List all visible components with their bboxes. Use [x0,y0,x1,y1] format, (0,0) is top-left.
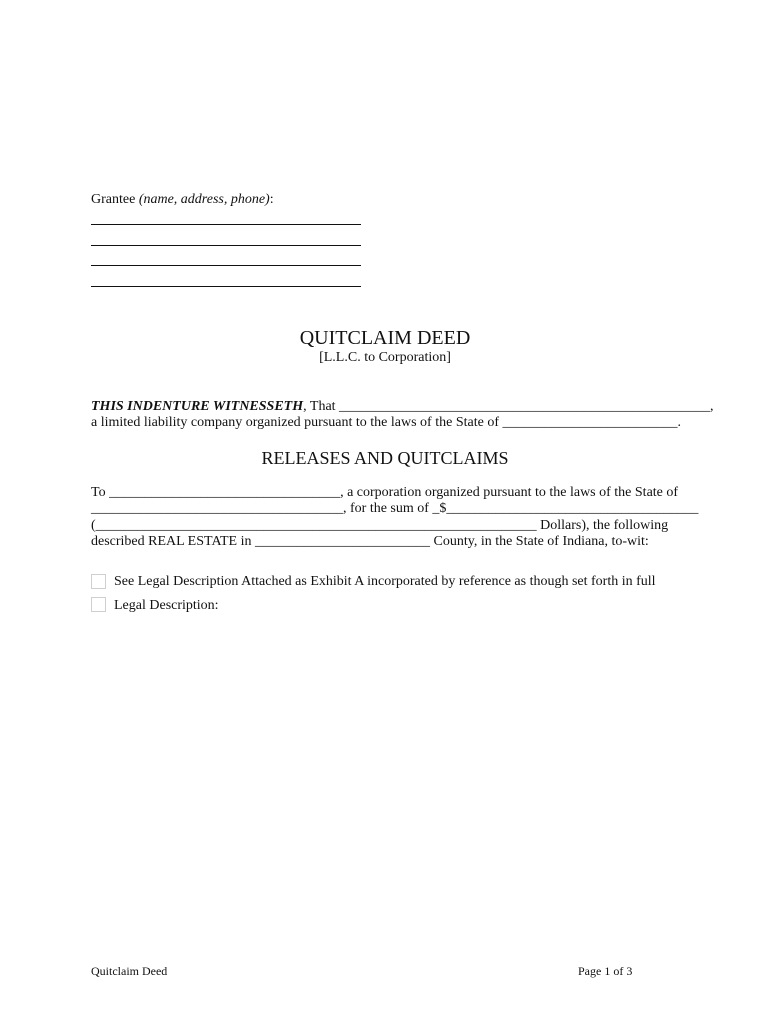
grantee-line-1[interactable] [91,224,361,225]
body-line-1: To _________________________________, a corporation organized pursuant to the laws of the State of [91,485,679,500]
grantee-line-4[interactable] [91,286,361,287]
grantee-label-text: Grantee [91,192,136,207]
footer-left: Quitclaim Deed [91,964,168,978]
footer-page-number: Page 1 of 3 [578,964,633,978]
exhibit-a-label: See Legal Description Attached as Exhibit A incorporated by reference as though set forth in full [114,574,656,589]
body-line-2: ____________________________________, for the sum of _$____________________________________ [91,501,699,516]
legal-description-checkbox[interactable] [91,597,106,612]
document-subtitle: [L.L.C. to Corporation] [319,350,451,365]
grantee-line-3[interactable] [91,265,361,266]
body-line-4: described REAL ESTATE in _________________________ County, in the State of Indiana, to-wit: [91,534,649,549]
indenture-lead: THIS INDENTURE WITNESSETH [91,399,304,414]
exhibit-a-checkbox[interactable] [91,574,106,589]
indenture-line-2: a limited liability company organized pursuant to the laws of the State of _________________________. [91,415,681,430]
document-title: QUITCLAIM DEED [299,327,471,349]
section-heading: RELEASES AND QUITCLAIMS [261,448,509,468]
grantee-hint: (name, address, phone) [138,192,270,207]
legal-description-label: Legal Description: [114,598,219,613]
indenture-line-1-rest: , That _____________________________________________________, [303,399,714,414]
grantee-colon: : [269,192,274,207]
grantee-line-2[interactable] [91,245,361,246]
grantee-label [91,191,274,208]
indenture-line-1 [91,398,714,415]
body-line-3: (_______________________________________________________________ Dollars), the following [91,518,669,533]
